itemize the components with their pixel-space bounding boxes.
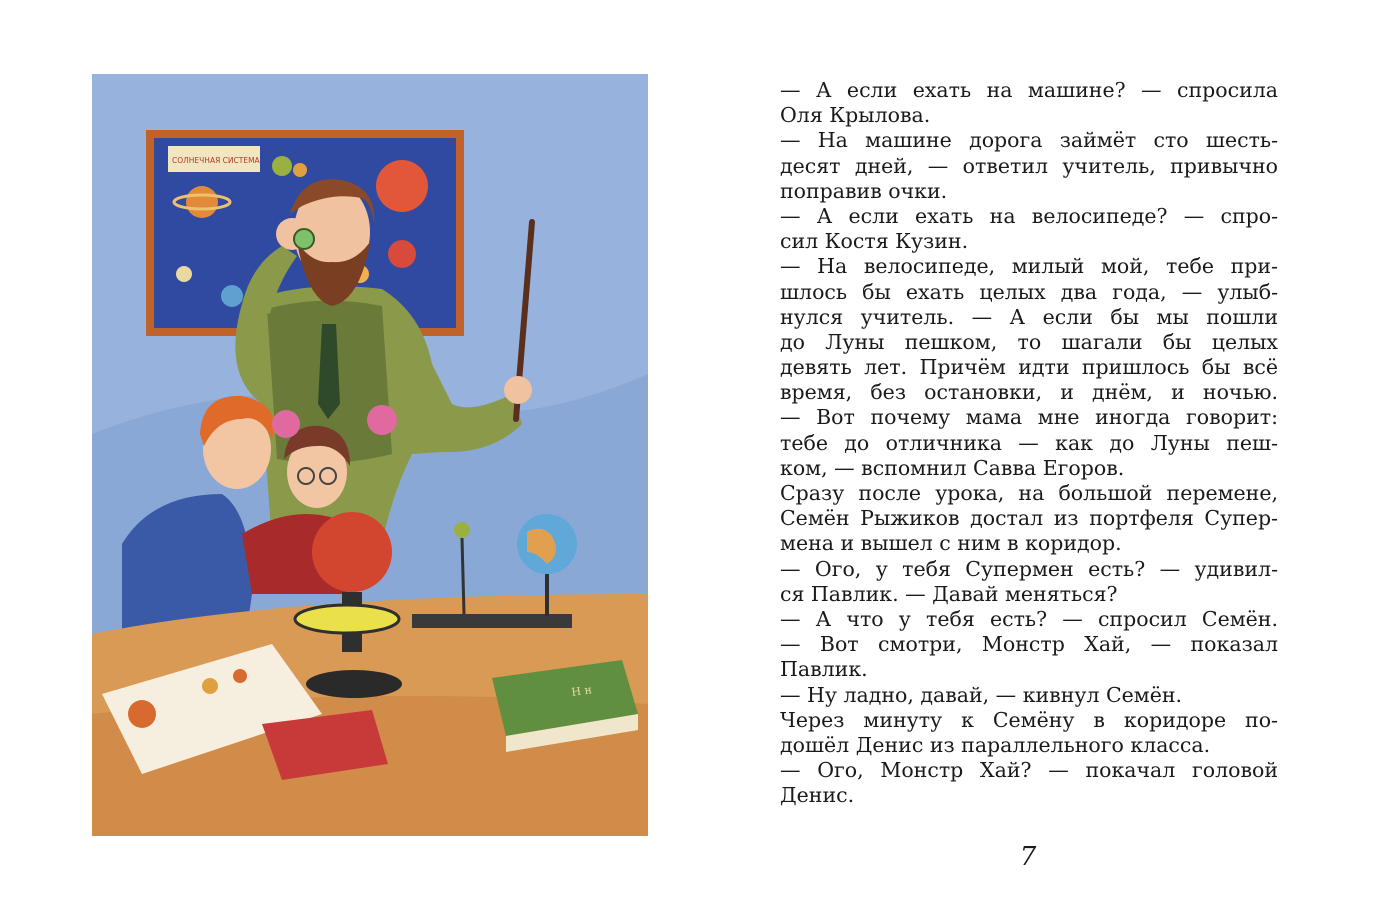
text-line: Павлик. xyxy=(780,657,868,682)
text-line: Сразу после урока, на большой перемене, xyxy=(780,481,1278,505)
planet-orange xyxy=(293,163,307,177)
workbook-planet-2 xyxy=(233,669,247,683)
text-line: шлось бы ехать целых два года, — улыб- xyxy=(780,279,1278,304)
text-line: — Ого, у тебя Супермен есть? — удивил- xyxy=(780,556,1278,581)
text-line: — А если ехать на велосипеде? — спро- xyxy=(780,203,1278,228)
poster-caption: СОЛНЕЧНАЯ СИСТЕМА xyxy=(172,156,260,165)
planet-green xyxy=(272,156,292,176)
orrery-arm xyxy=(412,614,572,628)
text-line: десят дней, — ответил учитель, привычно xyxy=(780,153,1278,178)
text-line: дошёл Денис из параллельного класса. xyxy=(780,732,1211,757)
orrery-base xyxy=(306,670,402,698)
text-line: Семён Рыжиков достал из портфеля Супер- xyxy=(780,506,1278,531)
text-line: поправив очки. xyxy=(780,178,948,203)
text-line: тебе до отличника — как до Луны пеш- xyxy=(780,430,1278,455)
text-line: — Вот смотри, Монстр Хай, — показал xyxy=(780,632,1278,657)
illustration xyxy=(92,74,648,836)
text-line: мена и вышел с ним в коридор. xyxy=(780,531,1122,556)
page-number: 7 xyxy=(1019,842,1037,872)
orrery-dial xyxy=(295,605,399,633)
teacher-tie xyxy=(318,324,340,419)
text-line: Оля Крылова. xyxy=(780,103,931,128)
text-line: — Вот почему мама мне иногда говорит: xyxy=(780,405,1278,430)
teacher-pointer-hand xyxy=(504,376,532,404)
text-line: — На машине дорога займёт сто шесть- xyxy=(780,128,1278,153)
text-line: — Ого, Монстр Хай? — покачал головой xyxy=(780,758,1278,783)
planet-mars xyxy=(388,240,416,268)
text-line: сил Костя Кузин. xyxy=(780,229,969,254)
planet-jupiter xyxy=(376,160,428,212)
textbook-spine-text: Н н xyxy=(570,683,593,699)
text-line: — На велосипеде, милый мой, тебе при- xyxy=(780,254,1278,279)
orrery-small-rod xyxy=(462,538,464,614)
text-line: девять лет. Причём идти пришлось бы всё xyxy=(780,355,1278,380)
text-column xyxy=(780,78,1278,808)
text-line: — А если ехать на машине? — спросила xyxy=(780,78,1278,102)
text-line: до Луны пешком, то шагали бы целых xyxy=(780,329,1278,354)
orrery-sun xyxy=(312,512,392,592)
workbook-planet-1 xyxy=(202,678,218,694)
text-line: ком, — вспомнил Савва Егоров. xyxy=(780,455,1125,480)
text-line: нулся учитель. — А если бы мы пошли xyxy=(780,304,1278,329)
text-line: время, без остановки, и днём, и ночью. xyxy=(780,380,1278,405)
glasses-lens-icon xyxy=(294,229,314,249)
planet-earth-poster xyxy=(221,285,243,307)
text-line: Денис. xyxy=(780,783,855,808)
text-line: Через минуту к Семёну в коридоре по- xyxy=(780,707,1278,732)
workbook-sun-drawing xyxy=(128,700,156,728)
text-line: — Ну ладно, давай, — кивнул Семён. xyxy=(780,682,1183,707)
orrery-small-planet xyxy=(454,522,470,538)
girl-bow-right xyxy=(367,405,397,435)
text-line: ся Павлик. — Давай меняться? xyxy=(780,581,1118,606)
planet-small xyxy=(176,266,192,282)
girl-bow-left xyxy=(272,410,300,438)
planet-saturn xyxy=(186,186,218,218)
text-line: — А что у тебя есть? — спросил Семён. xyxy=(780,606,1278,631)
